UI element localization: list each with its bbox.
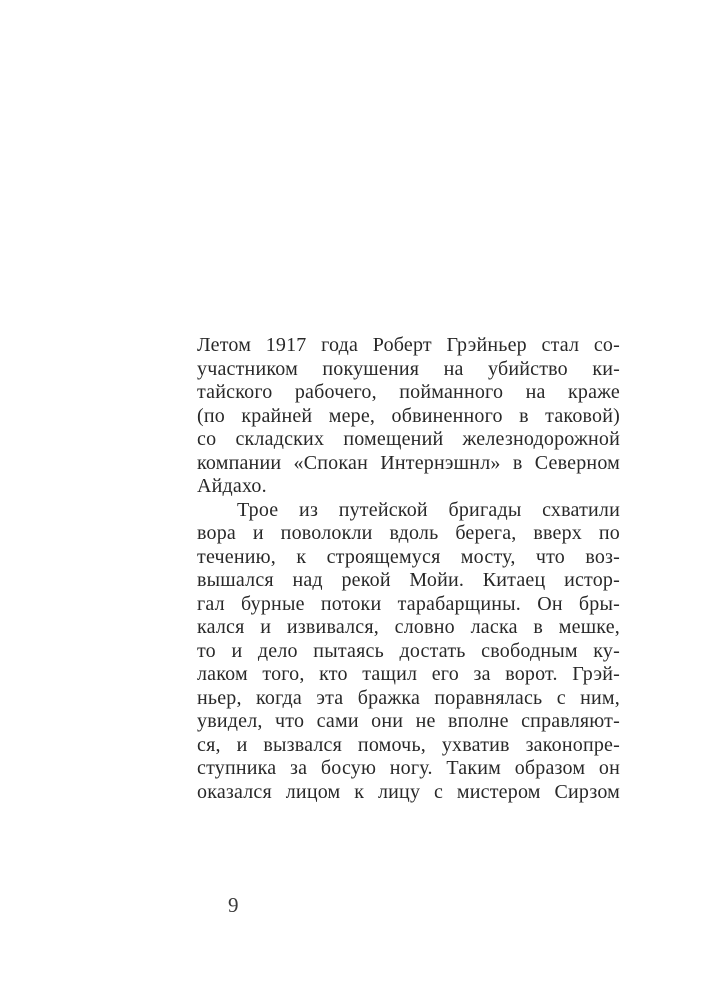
paragraph — [197, 334, 620, 499]
text-line: Летом 1917 года Роберт Грэйньер стал со- — [197, 334, 620, 356]
text-line: вышался над рекой Мойи. Китаец истор- — [197, 569, 620, 591]
text-line: со складских помещений железнодорожной — [197, 428, 620, 450]
text-line: тайского рабочего, пойманного на краже — [197, 381, 620, 403]
text-line: (по крайней мере, обвиненного в таковой) — [197, 404, 620, 427]
paragraph — [197, 499, 620, 805]
text-line: ньер, когда эта бражка поравнялась с ним, — [197, 686, 620, 709]
text-line: ся, и вызвался помочь, ухватив законопре- — [197, 733, 620, 756]
text-line: ступника за босую ногу. Таким образом он — [197, 757, 620, 779]
text-line: вора и поволокли вдоль берега, вверх по — [197, 522, 620, 544]
text-line: лаком того, кто тащил его за ворот. Грэй- — [197, 663, 620, 685]
text-line: кался и извивался, словно ласка в мешке, — [197, 616, 620, 638]
text-line: компании «Спокан Интернэшнл» в Северном — [197, 451, 620, 474]
text-line: Трое из путейской бригады схватили — [237, 498, 620, 521]
text-line: Айдахо. — [197, 475, 267, 497]
page-number: 9 — [228, 893, 239, 917]
text-line: то и дело пытаясь достать свободным ку- — [197, 639, 620, 662]
text-line: оказался лицом к лицу с мистером Сирзом — [197, 780, 620, 803]
text-line: участником покушения на убийство ки- — [197, 357, 620, 380]
text-line: увидел, что сами они не вполне справляют- — [197, 710, 620, 732]
text-block — [197, 334, 620, 804]
text-line: гал бурные потоки тарабарщины. Он бры- — [197, 592, 620, 615]
text-line: течению, к строящемуся мосту, что воз- — [197, 545, 620, 568]
